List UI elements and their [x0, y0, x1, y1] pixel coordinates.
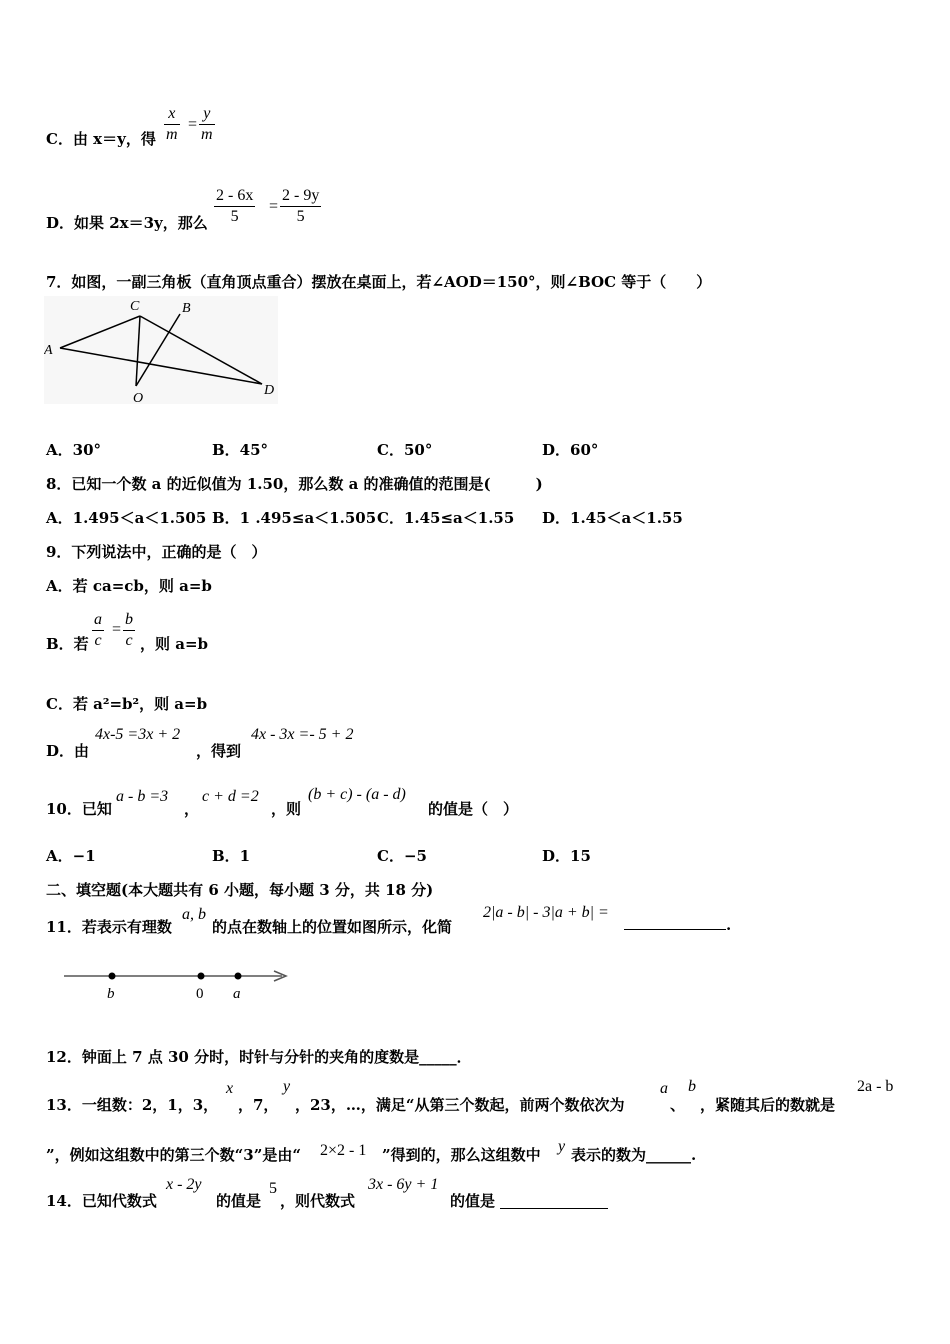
q13-var-y: y — [283, 1078, 291, 1095]
q9-option-d-middle: ，得到 — [196, 742, 242, 760]
q10-middle: ，则 — [271, 800, 302, 818]
q9-question: 9．下列说法中，正确的是（ ） — [46, 543, 267, 561]
fraction-numerator: b — [123, 610, 135, 631]
q13-prefix: 13．一组数：2，1，3， — [46, 1096, 219, 1114]
q7-option-c: C．50° — [377, 441, 433, 459]
q10-option-d: D．15 — [542, 847, 591, 865]
q12-question: 12．钟面上 7 点 30 分时，时针与分针的夹角的度数是_____． — [46, 1048, 472, 1066]
q14-prefix: 14．已知代数式 — [46, 1192, 157, 1210]
q6-d-fraction-left — [214, 186, 255, 227]
q11-variables: a, b — [182, 906, 206, 923]
fraction-numerator: y — [199, 104, 215, 125]
q13-var-b: b — [688, 1078, 696, 1095]
q9-d-equation-2: 4x - 3x =- 5 + 2 — [251, 726, 354, 743]
q7-triangle-figure — [44, 296, 278, 408]
equals-sign: = — [188, 116, 198, 133]
q9-option-a: A．若 ca=cb，则 a=b — [46, 577, 212, 595]
point-label-d: D — [264, 383, 275, 398]
q9-option-b-prefix: B．若 — [46, 635, 89, 653]
q13-example-expression: 2×2 - 1 — [320, 1142, 367, 1159]
q10-suffix: 的值是（ ） — [428, 800, 519, 818]
q8-question: 8．已知一个数 a 的近似值为 1.50，那么数 a 的准确值的范围是( ) — [46, 475, 543, 493]
q10-separator: ， — [184, 800, 200, 818]
q14-middle-1: 的值是 — [216, 1192, 262, 1210]
q11-number-line — [60, 962, 294, 1006]
point-zero — [198, 973, 205, 980]
point-label-a: A — [44, 343, 53, 358]
q6-c-fraction-left — [164, 104, 180, 145]
q13-line2-suffix: 表示的数为______. — [571, 1146, 697, 1164]
q10-option-c: C．−5 — [377, 847, 427, 865]
q11-answer-blank — [624, 916, 726, 934]
fraction-denominator: m — [201, 126, 213, 143]
q14-answer-blank — [500, 1190, 608, 1209]
q8-option-d: D．1.45＜a＜1.55 — [542, 509, 683, 527]
q10-option-b: B．1 — [212, 847, 251, 865]
q9-option-d-prefix: D．由 — [46, 742, 90, 760]
section-2-heading: 二、填空题(本大题共有 6 小题，每小题 3 分，共 18 分) — [46, 881, 434, 899]
q14-value: 5 — [269, 1180, 277, 1197]
point-label-o: O — [133, 391, 144, 406]
q13-line2-middle: ”得到的，那么这组数中 — [382, 1146, 541, 1164]
q14-expression-2: 3x - 6y + 1 — [368, 1176, 439, 1193]
q8-option-b: B．1 .495≤a＜1.505 — [212, 509, 377, 527]
q14-suffix: 的值是 — [450, 1192, 496, 1210]
axis-label-zero: 0 — [196, 986, 204, 1002]
q9-b-fraction-right — [123, 610, 135, 651]
q6-c-fraction-right — [199, 104, 215, 145]
point-b — [109, 973, 116, 980]
q7-option-b: B．45° — [212, 441, 269, 459]
fraction-denominator: m — [166, 126, 178, 143]
q13-var-a: a — [660, 1080, 668, 1097]
point-a — [235, 973, 242, 980]
fraction-denominator: c — [94, 632, 102, 649]
equals-sign: = — [112, 621, 122, 638]
q7-question: 7．如图，一副三角板（直角顶点重合）摆放在桌面上，若∠AOD＝150°，则∠BOC 等于（ ） — [46, 273, 712, 291]
q7-option-d: D．60° — [542, 441, 599, 459]
axis-label-b: b — [107, 986, 115, 1002]
q9-option-b-suffix: ，则 a=b — [140, 635, 208, 653]
q10-condition-2: c + d =2 — [202, 788, 259, 805]
fraction-numerator: x — [164, 104, 180, 125]
q13-text-3: 、 — [670, 1096, 686, 1114]
q13-rule-expression: 2a - b — [857, 1078, 894, 1095]
q10-condition-1: a - b =3 — [116, 788, 169, 805]
q8-option-a: A．1.495＜a＜1.505 — [46, 509, 207, 527]
q10-option-a: A．−1 — [46, 847, 96, 865]
q14-expression-1: x - 2y — [166, 1176, 202, 1193]
q11-middle: 的点在数轴上的位置如图所示，化简 — [212, 918, 453, 936]
q9-d-equation-1: 4x-5 =3x + 2 — [95, 726, 181, 743]
q10-prefix: 10．已知 — [46, 800, 112, 818]
q7-option-a: A．30° — [46, 441, 102, 459]
q10-expression: (b + c) - (a - d) — [308, 786, 406, 803]
q13-line2-prefix: ”，例如这组数中的第三个数“3”是由“ — [46, 1146, 301, 1164]
q11-prefix: 11．若表示有理数 — [46, 918, 172, 936]
fraction-denominator: 5 — [230, 208, 239, 225]
fraction-numerator: 2 - 6x — [214, 186, 255, 207]
equals-sign: = — [269, 198, 279, 215]
point-label-c: C — [130, 299, 140, 314]
axis-label-a: a — [233, 986, 241, 1002]
point-label-b: B — [182, 301, 191, 316]
q13-text-2: ，23，…，满足“从第三个数起，前两个数依次为 — [295, 1096, 625, 1114]
fraction-numerator: a — [92, 610, 104, 631]
fraction-denominator: 5 — [296, 208, 305, 225]
fraction-numerator: 2 - 9y — [280, 186, 321, 207]
q6-option-d-label: D．如果 2x＝3y，那么 — [46, 214, 208, 232]
q13-line2-var-y: y — [558, 1138, 566, 1155]
q9-option-c: C．若 a²=b²，则 a=b — [46, 695, 208, 713]
q6-d-fraction-right — [280, 186, 321, 227]
q14-middle-2: ，则代数式 — [280, 1192, 356, 1210]
figure-background — [44, 296, 278, 404]
q13-text-1: ，7， — [238, 1096, 279, 1114]
q6-option-c-label: C．由 x＝y，得 — [46, 130, 156, 148]
q13-var-x: x — [226, 1080, 234, 1097]
q13-text-4: ，紧随其后的数就是 — [700, 1096, 836, 1114]
q9-b-fraction-left — [92, 610, 104, 651]
q11-expression: 2|a - b| - 3|a + b| = — [483, 904, 609, 921]
q8-option-c: C．1.45≤a＜1.55 — [377, 509, 515, 527]
fraction-denominator: c — [125, 632, 133, 649]
q11-period: . — [726, 916, 732, 934]
